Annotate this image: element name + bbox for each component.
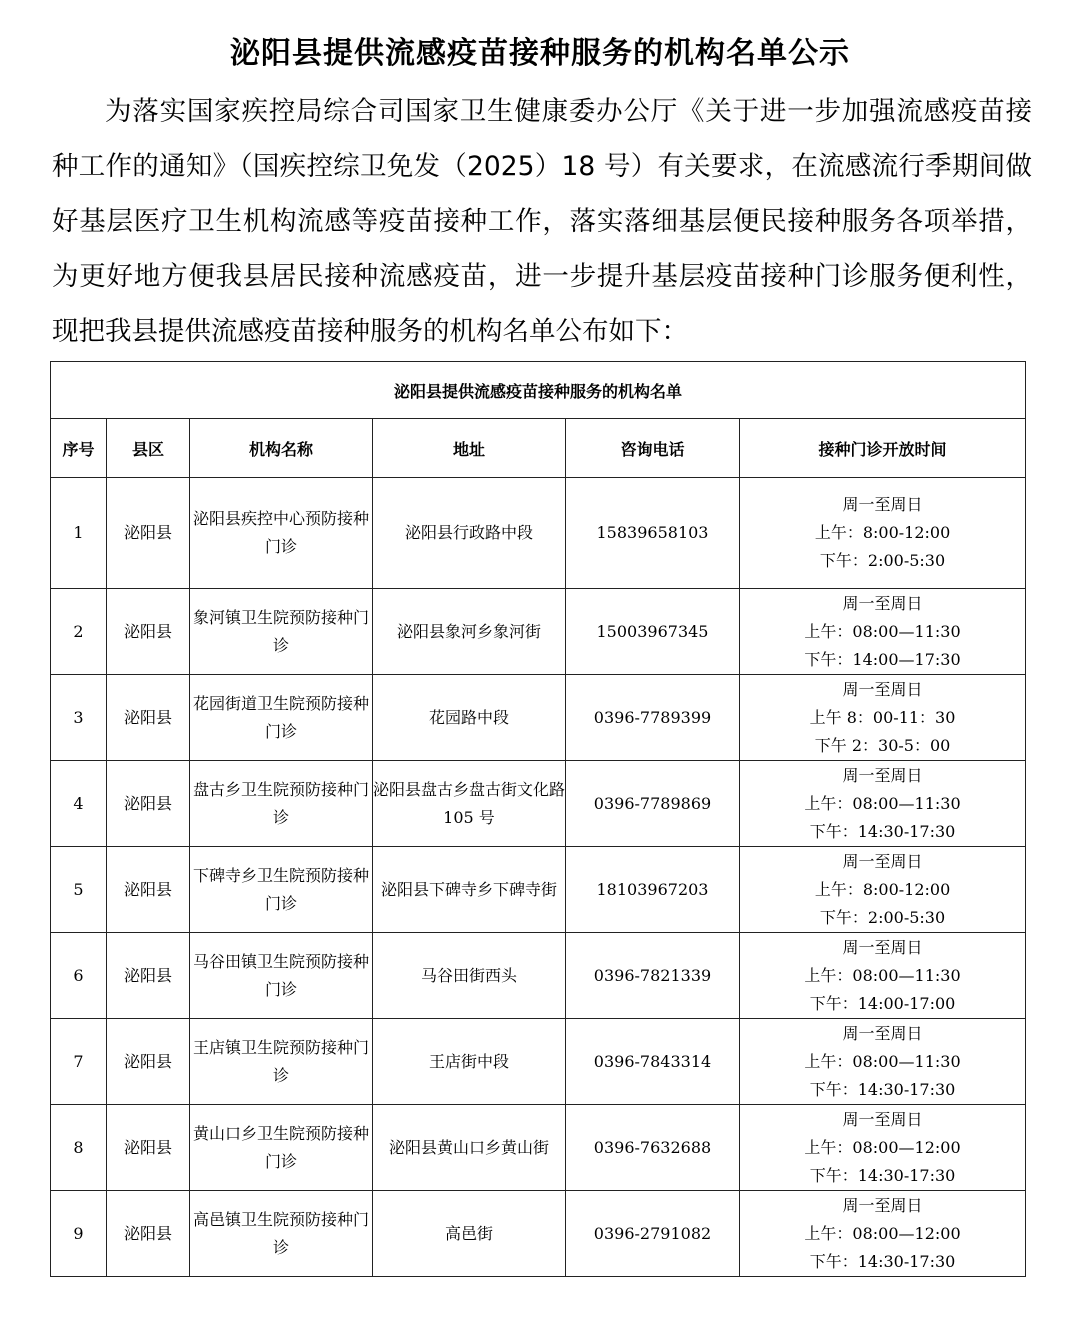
cell-hours: [740, 589, 1026, 675]
table-caption: 泌阳县提供流感疫苗接种服务的机构名单: [51, 362, 1026, 419]
hours-morning: 上午：08:00—12:00: [804, 1137, 961, 1157]
table-row: [51, 478, 1026, 589]
cell-name: 高邑镇卫生院预防接种门诊: [190, 1191, 373, 1277]
cell-county: 泌阳县: [107, 933, 190, 1019]
cell-phone: 0396-7789869: [566, 761, 740, 847]
cell-address: 泌阳县下碑寺乡下碑寺街: [373, 847, 566, 933]
hours-morning: 上午：8:00-12:00: [814, 523, 951, 542]
cell-name: 盘古乡卫生院预防接种门诊: [190, 761, 373, 847]
hours-days: 周一至周日: [842, 765, 923, 785]
hours-morning: 上午：08:00—11:30: [804, 1051, 961, 1071]
cell-county: 泌阳县: [107, 1019, 190, 1105]
hours-afternoon: 下午 2：30-5：00: [814, 735, 951, 755]
hours-days: 周一至周日: [842, 1109, 923, 1129]
hours-afternoon: 下午：14:30-17:30: [809, 1079, 956, 1099]
table-row: [51, 675, 1026, 761]
cell-county: 泌阳县: [107, 847, 190, 933]
cell-no: 4: [51, 761, 107, 847]
cell-name: 花园街道卫生院预防接种门诊: [190, 675, 373, 761]
header-county: 县区: [107, 419, 190, 478]
hours-morning: 上午：08:00—12:00: [804, 1223, 961, 1243]
cell-no: 3: [51, 675, 107, 761]
cell-hours: [740, 1191, 1026, 1277]
cell-phone: 0396-7789399: [566, 675, 740, 761]
cell-hours: [740, 675, 1026, 761]
cell-hours: [740, 1105, 1026, 1191]
cell-address: 高邑街: [373, 1191, 566, 1277]
cell-county: 泌阳县: [107, 761, 190, 847]
hours-morning: 上午 8：00-11：30: [809, 707, 956, 727]
cell-no: 2: [51, 589, 107, 675]
cell-no: 1: [51, 478, 107, 589]
hours-afternoon: 下午：2:00-5:30: [819, 907, 946, 927]
hours-afternoon: 下午：14:00-17:00: [809, 993, 956, 1013]
table-row: [51, 847, 1026, 933]
cell-address: 泌阳县盘古乡盘古街文化路 105 号: [373, 761, 566, 847]
cell-county: 泌阳县: [107, 589, 190, 675]
cell-name: 下碑寺乡卫生院预防接种门诊: [190, 847, 373, 933]
cell-county: 泌阳县: [107, 1191, 190, 1277]
cell-address: 花园路中段: [373, 675, 566, 761]
table-row: [51, 1105, 1026, 1191]
cell-address: 王店街中段: [373, 1019, 566, 1105]
cell-phone: 0396-7843314: [566, 1019, 740, 1105]
cell-address: 泌阳县象河乡象河街: [373, 589, 566, 675]
cell-hours: [740, 933, 1026, 1019]
hours-afternoon: 下午：2:00-5:30: [819, 551, 946, 570]
hours-morning: 上午：08:00—11:30: [804, 965, 961, 985]
cell-county: 泌阳县: [107, 478, 190, 589]
header-no: 序号: [51, 419, 107, 478]
cell-name: 象河镇卫生院预防接种门诊: [190, 589, 373, 675]
hours-days: 周一至周日: [842, 679, 923, 699]
cell-name: 王店镇卫生院预防接种门诊: [190, 1019, 373, 1105]
table-row: [51, 761, 1026, 847]
cell-phone: 18103967203: [566, 847, 740, 933]
hours-morning: 上午：08:00—11:30: [804, 621, 961, 641]
cell-hours: [740, 478, 1026, 589]
cell-name: 黄山口乡卫生院预防接种门诊: [190, 1105, 373, 1191]
hours-days: 周一至周日: [842, 937, 923, 957]
cell-address: 马谷田街西头: [373, 933, 566, 1019]
cell-name: 泌阳县疾控中心预防接种门诊: [190, 478, 373, 589]
table-row: [51, 1019, 1026, 1105]
hours-days: 周一至周日: [842, 851, 923, 871]
table-row: [51, 589, 1026, 675]
cell-name: 马谷田镇卫生院预防接种门诊: [190, 933, 373, 1019]
hours-afternoon: 下午：14:30-17:30: [809, 1165, 956, 1185]
hours-days: 周一至周日: [842, 1023, 923, 1043]
cell-phone: 0396-7632688: [566, 1105, 740, 1191]
cell-county: 泌阳县: [107, 675, 190, 761]
cell-no: 6: [51, 933, 107, 1019]
hours-morning: 上午：08:00—11:30: [804, 793, 961, 813]
header-phone: 咨询电话: [566, 419, 740, 478]
header-address: 地址: [373, 419, 566, 478]
hours-afternoon: 下午：14:30-17:30: [809, 821, 956, 841]
cell-phone: 0396-7821339: [566, 933, 740, 1019]
header-hours: 接种门诊开放时间: [740, 419, 1026, 478]
header-name: 机构名称: [190, 419, 373, 478]
hours-days: 周一至周日: [842, 495, 923, 514]
cell-no: 5: [51, 847, 107, 933]
institution-table: [50, 361, 1026, 1277]
cell-county: 泌阳县: [107, 1105, 190, 1191]
cell-no: 9: [51, 1191, 107, 1277]
cell-address: 泌阳县黄山口乡黄山街: [373, 1105, 566, 1191]
table-row: [51, 1191, 1026, 1277]
hours-days: 周一至周日: [842, 1195, 923, 1215]
hours-days: 周一至周日: [842, 593, 923, 613]
cell-hours: [740, 761, 1026, 847]
hours-morning: 上午：8:00-12:00: [814, 879, 951, 899]
cell-no: 8: [51, 1105, 107, 1191]
cell-address: 泌阳县行政路中段: [373, 478, 566, 589]
intro-paragraph: 为落实国家疾控局综合司国家卫生健康委办公厅《关于进一步加强流感疫苗接种工作的通知》（国疾控综卫免发（2025）18 号）有关要求，在流感流行季期间做好基层医疗卫生机构流感等疫苗接种工作，落实落细基层便民接种服务各项举措，为更好地方便我县居民接种流感疫苗，进一步提升基层疫苗接种门诊服务便利性，现把我县提供流感疫苗接种服务的机构名单公布如下：: [52, 96, 1032, 347]
hours-afternoon: 下午：14:00—17:30: [804, 649, 961, 669]
cell-no: 7: [51, 1019, 107, 1105]
cell-hours: [740, 847, 1026, 933]
cell-hours: [740, 1019, 1026, 1105]
hours-afternoon: 下午：14:30-17:30: [809, 1251, 956, 1271]
table-row: [51, 933, 1026, 1019]
cell-phone: 0396-2791082: [566, 1191, 740, 1277]
page-title: 泌阳县提供流感疫苗接种服务的机构名单公示: [230, 36, 850, 71]
cell-phone: 15839658103: [566, 478, 740, 589]
cell-phone: 15003967345: [566, 589, 740, 675]
